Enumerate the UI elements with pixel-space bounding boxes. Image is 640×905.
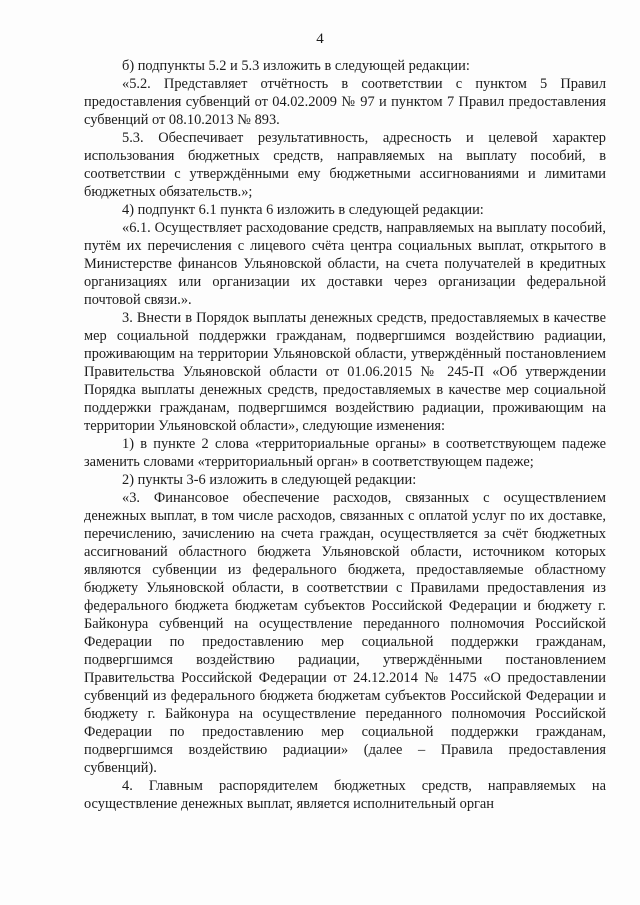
- paragraph-item-5-3: 5.3. Обеспечивает результативность, адресность и целевой характер использования бюджетных средств, направляемых на выплату пособий, в соответствии с утверждёнными ему бюджетными ассигнованиями и лимитами бюджетных обязательств.»;: [84, 130, 606, 200]
- document-body: [84, 57, 606, 813]
- paragraph-change-1: 1) в пункте 2 слова «территориальные органы» в соответствующем падеже заменить словами «территориальный орган» в соответствующем падеже;: [84, 436, 606, 470]
- paragraph-new-item-3: «3. Финансовое обеспечение расходов, связанных с осуществлением денежных выплат, в том числе расходов, связанных с оплатой услуг по их доставке, перечислению, зачислению на счета граждан, осуществляется за счёт бюджетных ассигнований областного бюджета Ульяновской области, источником которых являются субвенции из федерального бюджета, предоставляемые областному бюджету Ульяновской области, в соответствии с Правилами предоставления из федерального бюджета бюджетам субъектов Российской Федерации и бюджету г. Байконура субвенций на осуществление переданного полномочия Российской Федерации по предоставлению мер социальной поддержки гражданам, подвергшимся воздействию радиации, утверждёнными постановлением Правительства Российской Федерации от 24.12.2014 № 1475 «О предоставлении субвенций из федерального бюджета бюджетам субъектов Российской Федерации и бюджету г. Байконура на осуществление переданного полномочия Российской Федерации по предоставлению мер социальной поддержки гражданам, подвергшимся воздействию радиации» (далее – Правила предоставления субвенций).: [84, 490, 606, 776]
- paragraph-item-5-2: «5.2. Представляет отчётность в соответствии с пунктом 5 Правил предоставления субвенций от 04.02.2009 № 97 и пунктом 7 Правил предоставления субвенций от 08.10.2013 № 893.: [84, 76, 606, 128]
- paragraph-item-6-1: «6.1. Осуществляет расходование средств, направляемых на выплату пособий, путём их перечисления с лицевого счёта центра социальных выплат, открытого в Министерстве финансов Ульяновской области, на счета получателей в кредитных организациях или организации их доставки через организации федеральной почтовой связи.».: [84, 220, 606, 308]
- paragraph-new-item-4: 4. Главным распорядителем бюджетных средств, направляемых на осуществление денежных выплат, является исполнительный орган: [84, 778, 606, 812]
- paragraph-amendment-4-heading: 4) подпункт 6.1 пункта 6 изложить в следующей редакции:: [122, 202, 484, 218]
- paragraph-amendment-b-heading: б) подпункты 5.2 и 5.3 изложить в следующей редакции:: [122, 58, 470, 74]
- paragraph-change-2-heading: 2) пункты 3-6 изложить в следующей редакции:: [122, 472, 417, 488]
- paragraph-section-3: 3. Внести в Порядок выплаты денежных средств, предоставляемых в качестве мер социальной поддержки гражданам, подвергшимся воздействию радиации, проживающим на территории Ульяновской области, утверждённый постановлением Правительства Ульяновской области от 01.06.2015 № 245-П «Об утверждении Порядка выплаты денежных средств, предоставляемых в качестве мер социальной поддержки гражданам, подвергшимся воздействию радиации, проживающим на территории Ульяновской области», следующие изменения:: [84, 310, 606, 434]
- page-number: 4: [316, 31, 324, 47]
